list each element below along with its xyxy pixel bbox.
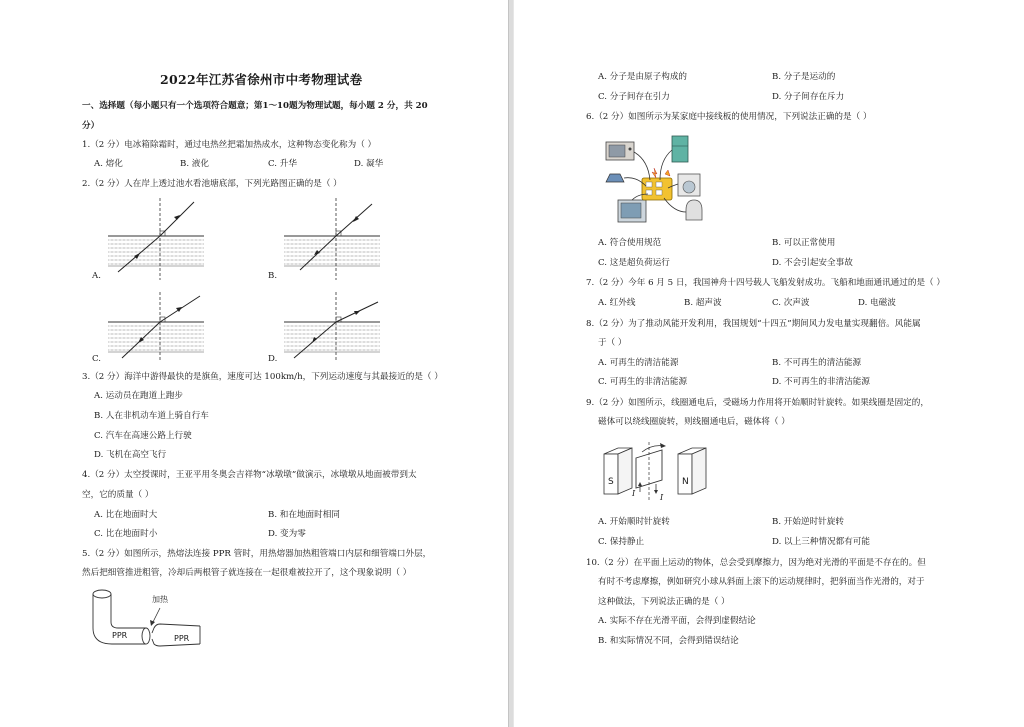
q8-option-c[interactable]: C. 可再生的非清洁能源 [598,377,688,387]
q2-option-b[interactable]: B. [268,271,278,281]
q7-option-c[interactable]: C. 次声波 [772,298,810,308]
q1-option-d[interactable]: D. 凝华 [354,159,384,169]
q8-option-b[interactable]: B. 不可再生的清洁能源 [772,358,862,368]
q3-option-c[interactable]: C. 汽车在高速公路上行驶 [94,431,192,441]
q8-option-a[interactable]: A. 可再生的清洁能源 [598,358,679,368]
q4-stem-cont: 空，它的质量（ ） [82,490,154,500]
q6-option-c[interactable]: C. 这是超负荷运行 [598,258,670,268]
q9-option-b[interactable]: B. 开始逆时针旋转 [772,517,844,527]
q4-option-a[interactable]: A. 比在地面时大 [94,510,158,520]
q2-option-a[interactable]: A. [92,271,101,281]
q1-option-a[interactable]: A. 熔化 [94,159,123,169]
q5-option-a[interactable]: A. 分子是由原子构成的 [598,72,688,82]
q9-stem: 9.（2 分）如图所示，线圈通电后，受磁场力作用将开始顺时针旋转。如果线圈是固定的， [586,398,929,408]
q5-option-d[interactable]: D. 分子间存在斥力 [772,92,845,102]
q5-stem-cont: 然后把细管推进粗管，冷却后两根管子就连接在一起很难被拉开了，这个现象说明（ ） [82,568,412,578]
q6-power-strip-illustration [602,130,706,230]
q2-diagram-c[interactable] [108,292,204,362]
exam-page-left [0,0,508,727]
q10-stem-cont-2: 这种做法，下列说法正确的是（ ） [598,597,730,607]
q3-option-d[interactable]: D. 飞机在高空飞行 [94,450,167,460]
q7-option-b[interactable]: B. 超声波 [684,298,722,308]
q9-n-pole-label: N [682,477,689,487]
q5-stem: 5.（2 分）如图所示，热熔法连接 PPR 管时，用热熔器加热粗管端口内层和细管端口外层， [82,549,432,559]
q2-diagram-b[interactable] [284,198,380,280]
q5-option-c[interactable]: C. 分子间存在引力 [598,92,670,102]
q6-option-b[interactable]: B. 可以正常使用 [772,238,836,248]
q3-option-b[interactable]: B. 人在非机动车道上骑自行车 [94,411,209,421]
q1-option-c[interactable]: C. 升华 [268,159,297,169]
q10-stem: 10.（2 分）在平面上运动的物体，总会受到摩擦力，因为绝对光滑的平面是不存在的。但 [586,558,926,568]
q6-stem: 6.（2 分）如图所示为某家庭中接线板的使用情况，下列说法正确的是（ ） [586,112,872,122]
q2-option-c[interactable]: C. [92,354,102,364]
q5-option-b[interactable]: B. 分子是运动的 [772,72,836,82]
q2-diagram-a[interactable] [108,198,204,280]
q2-diagram-d[interactable] [284,292,380,362]
q6-option-a[interactable]: A. 符合使用规范 [598,238,662,248]
q1-stem: 1.（2 分）电冰箱除霜时，通过电热丝把霜加热成水，这种物态变化称为（ ） [82,140,377,150]
q6-option-d[interactable]: D. 不会引起安全事故 [772,258,853,268]
page-title: 2022年江苏省徐州市中考物理试卷 [160,72,363,87]
section-heading: 一、选择题（每小题只有一个选项符合题意；第1～10题为物理试题，每小题 2 分，共 20 [82,101,428,111]
q8-stem-cont: 于（ ） [598,338,627,348]
q5-ppr-label-2: PPR [174,634,190,643]
q7-option-a[interactable]: A. 红外线 [598,298,636,308]
q2-option-d[interactable]: D. [268,354,278,364]
q9-current-label-1: I [632,489,636,498]
q9-option-a[interactable]: A. 开始顺时针旋转 [598,517,670,527]
q1-option-b[interactable]: B. 液化 [180,159,209,169]
q4-option-c[interactable]: C. 比在地面时小 [94,529,158,539]
q2-stem: 2.（2 分）人在岸上透过池水看池塘底部，下列光路图正确的是（ ） [82,179,342,189]
q10-option-a[interactable]: A. 实际不存在光滑平面，会得到虚假结论 [598,616,756,626]
q7-option-d[interactable]: D. 电磁波 [858,298,896,308]
q8-stem: 8.（2 分）为了推动风能开发利用，我国规划“十四五”期间风力发电量实现翻倍。风能属 [586,319,921,329]
q9-s-pole-label: S [608,477,614,487]
q9-option-c[interactable]: C. 保持静止 [598,537,645,547]
q10-stem-cont-1: 有时不考虑摩擦，例如研究小球从斜面上滚下的运动规律时，把斜面当作光滑的，对于 [598,577,925,587]
exam-page-right [514,0,1024,727]
q5-heat-label: 加热 [152,595,168,604]
q4-option-b[interactable]: B. 和在地面时相同 [268,510,340,520]
q5-ppr-label-1: PPR [112,631,128,640]
q3-option-a[interactable]: A. 运动员在跑道上跑步 [94,391,184,401]
q7-stem: 7.（2 分）今年 6 月 5 日，我国神舟十四号载人飞船发射成功。飞船和地面通讯通过的是（ ） [586,278,945,288]
q9-stem-cont: 磁体可以绕线圈旋转，则线圈通电后，磁体将（ ） [598,417,790,427]
q4-option-d[interactable]: D. 变为零 [268,529,306,539]
section-heading-cont: 分） [82,121,100,131]
q4-stem: 4.（2 分）太空授课时，王亚平用冬奥会吉祥物“冰墩墩”做演示，冰墩墩从地面被带到太 [82,470,417,480]
q9-current-label-2: I [660,493,664,502]
q5-ppr-pipe-diagram [88,586,208,648]
q9-option-d[interactable]: D. 以上三种情况都有可能 [772,537,870,547]
q8-option-d[interactable]: D. 不可再生的非清洁能源 [772,377,870,387]
q3-stem: 3.（2 分）海洋中游得最快的是旗鱼，速度可达 100km/h，下列运动速度与其最接近的是（ ） [82,372,443,382]
q9-magnet-coil-diagram [602,440,712,502]
q10-option-b[interactable]: B. 和实际情况不同，会得到错误结论 [598,636,739,646]
